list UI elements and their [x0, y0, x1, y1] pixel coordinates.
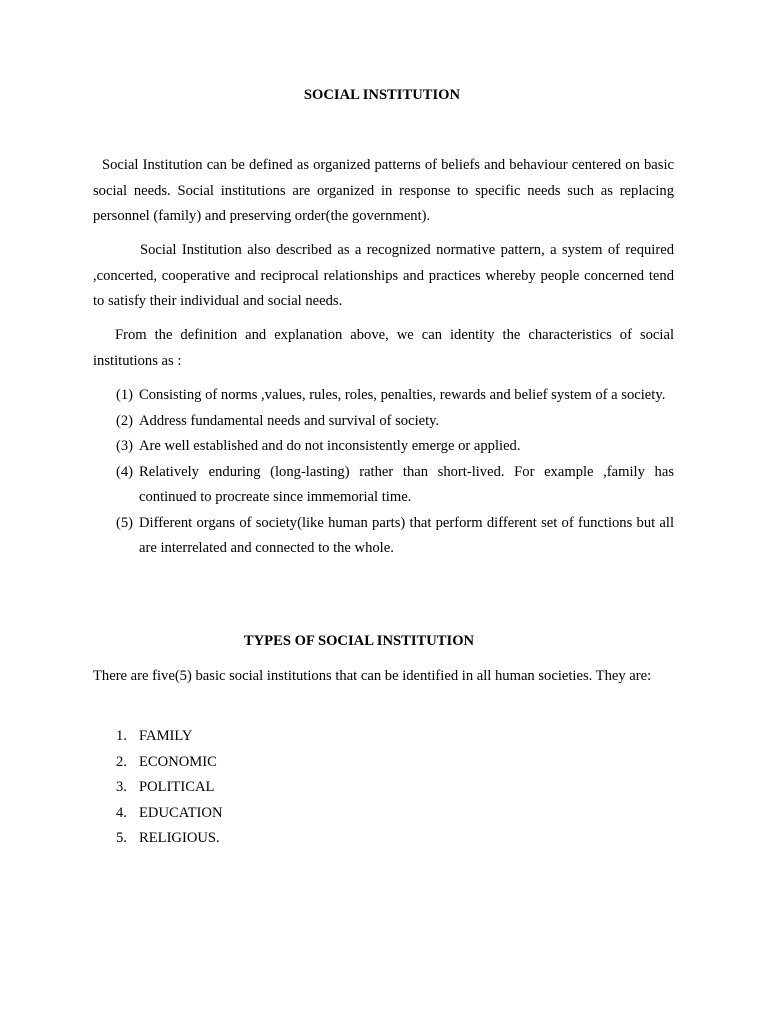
list-item	[116, 775, 416, 801]
list-item-number: 5.	[116, 830, 127, 846]
list-item-number: 4.	[116, 804, 127, 821]
list-item-text: Different organs of society(like human parts) that perform different set of functions but all are interrelated and connected to the whole.	[139, 514, 674, 556]
list-item-text: POLITICAL	[139, 779, 215, 795]
list-item	[116, 750, 416, 776]
paragraph-description: Social Institution also described as a recognized normative pattern, a system of required ,concerted, cooperative and reciprocal relationships and practices whereby people concerned tend to satisfy their individual and social needs.	[93, 242, 674, 309]
section-heading-types: TYPES OF SOCIAL INSTITUTION	[243, 633, 475, 649]
list-item	[116, 434, 674, 460]
paragraph-characteristics-intro: From the definition and explanation above, we can identity the characteristics of social institutions as :	[93, 327, 674, 369]
list-item-number: 1.	[116, 728, 127, 744]
list-item	[116, 383, 674, 409]
list-item-number: (5)	[116, 514, 134, 531]
list-item-text: Are well established and do not inconsistently emerge or applied.	[139, 438, 521, 454]
paragraph-types-intro: There are five(5) basic social institutions that can be identified in all human societies. They are:	[93, 668, 652, 684]
list-item	[116, 409, 674, 435]
list-item-text: ECONOMIC	[139, 753, 217, 770]
types-list	[116, 724, 416, 852]
list-item	[116, 724, 416, 750]
characteristics-list	[116, 383, 674, 562]
list-item-text: Consisting of norms ,values, rules, roles, penalties, rewards and belief system of a society.	[139, 387, 666, 403]
list-item-text: FAMILY	[139, 728, 193, 744]
list-item-number: (2)	[116, 412, 134, 429]
list-item-text: EDUCATION	[139, 804, 223, 821]
list-item-text: Address fundamental needs and survival of society.	[139, 412, 440, 429]
list-item-text: RELIGIOUS.	[139, 830, 220, 846]
document-title: SOCIAL INSTITUTION	[303, 87, 461, 103]
list-item-number: (3)	[116, 438, 134, 454]
list-item-number: 3.	[116, 779, 127, 795]
list-item	[116, 826, 416, 852]
list-item	[116, 801, 416, 827]
paragraph-definition: Social Institution can be defined as organized patterns of beliefs and behaviour centered on basic social needs. Social institutions are organized in response to specific needs such as replacing personnel (family) and preserving order(the government).	[93, 157, 674, 224]
list-item	[116, 511, 674, 562]
list-item-number: 2.	[116, 753, 127, 770]
list-item	[116, 460, 674, 511]
list-item-number: (1)	[116, 387, 134, 403]
list-item-text: Relatively enduring (long-lasting) rather than short-lived. For example ,family has continued to procreate since immemorial time.	[139, 463, 674, 505]
list-item-number: (4)	[116, 463, 134, 480]
